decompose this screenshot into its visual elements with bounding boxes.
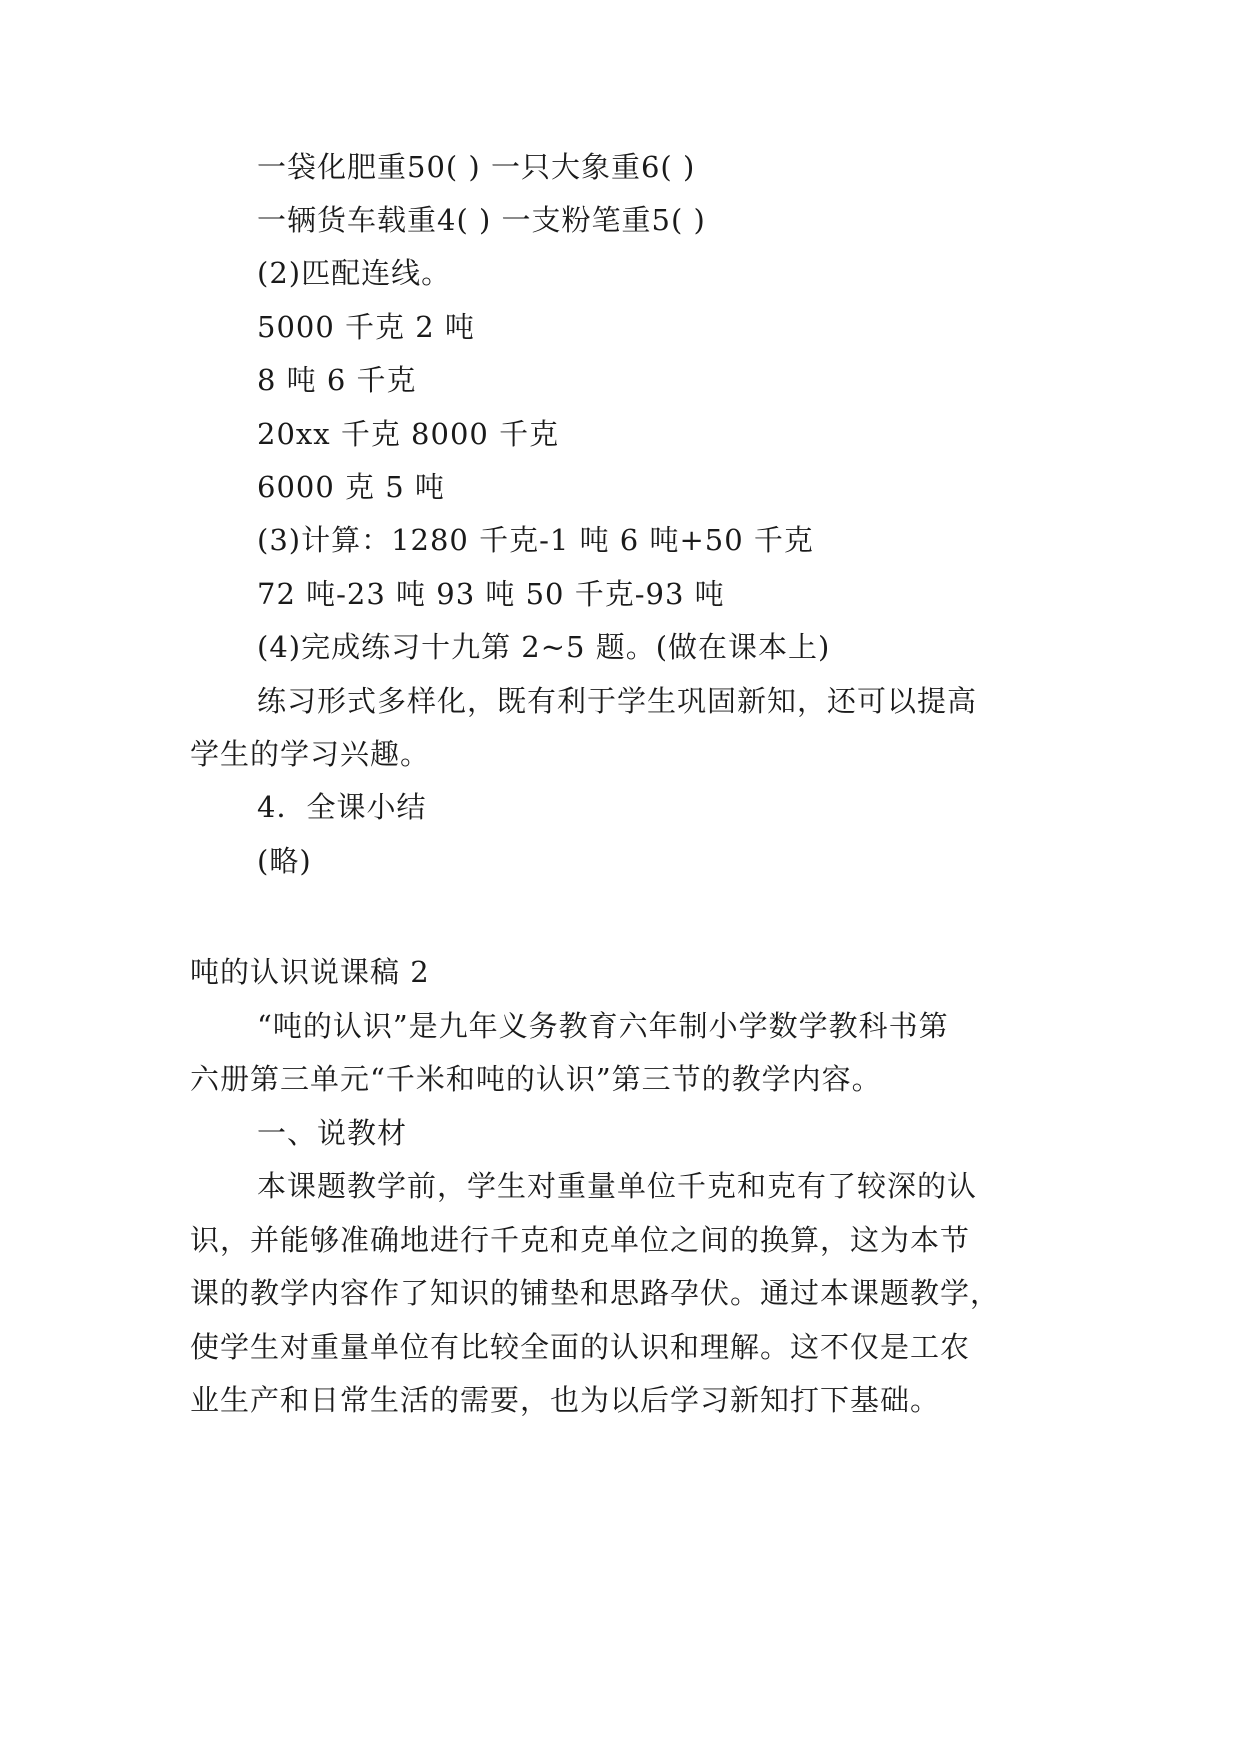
paragraph-line: 本课题教学前，学生对重量单位千克和克有了较深的认 <box>257 1169 978 1203</box>
paragraph-line: 使学生对重量单位有比较全面的认识和理解。这不仅是工农 <box>190 1330 971 1364</box>
exercise3-line1: (3)计算：1280 千克-1 吨 6 吨+50 千克 <box>257 523 814 557</box>
match-row: 8 吨 6 千克 <box>257 363 417 397</box>
paragraph-line: 课的教学内容作了知识的铺垫和思路孕伏。通过本课题教学， <box>190 1276 1001 1310</box>
match-row: 20xx 千克 8000 千克 <box>257 417 560 451</box>
paragraph-line: 识，并能够准确地进行千克和克单位之间的换算，这为本节 <box>190 1223 971 1257</box>
comment-line: 练习形式多样化，既有利于学生巩固新知，还可以提高 <box>257 684 978 718</box>
exercise4-line: (4)完成练习十九第 2~5 题。(做在课本上) <box>257 630 831 664</box>
match-row: 5000 千克 2 吨 <box>257 310 475 344</box>
comment-line: 学生的学习兴趣。 <box>190 737 431 771</box>
exercise1-line2: 一辆货车载重4( ) 一支粉笔重5( ) <box>257 203 706 237</box>
paragraph-line: 业生产和日常生活的需要，也为以后学习新知打下基础。 <box>190 1383 941 1417</box>
match-row: 6000 克 5 吨 <box>257 470 445 504</box>
exercise1-line1: 一袋化肥重50( ) 一只大象重6( ) <box>257 150 696 184</box>
subheading-teaching-material: 一、说教材 <box>257 1116 408 1150</box>
summary-body: (略) <box>257 844 312 878</box>
intro-line: 六册第三单元“千米和吨的认识”第三节的教学内容。 <box>190 1062 882 1096</box>
exercise2-title: (2)匹配连线。 <box>257 256 452 290</box>
summary-heading: 4．全课小结 <box>257 790 427 824</box>
exercise3-line2: 72 吨-23 吨 93 吨 50 千克-93 吨 <box>257 577 725 611</box>
section-title: 吨的认识说课稿 2 <box>190 955 430 989</box>
intro-line: “吨的认识”是九年义务教育六年制小学数学教科书第 <box>257 1009 949 1043</box>
